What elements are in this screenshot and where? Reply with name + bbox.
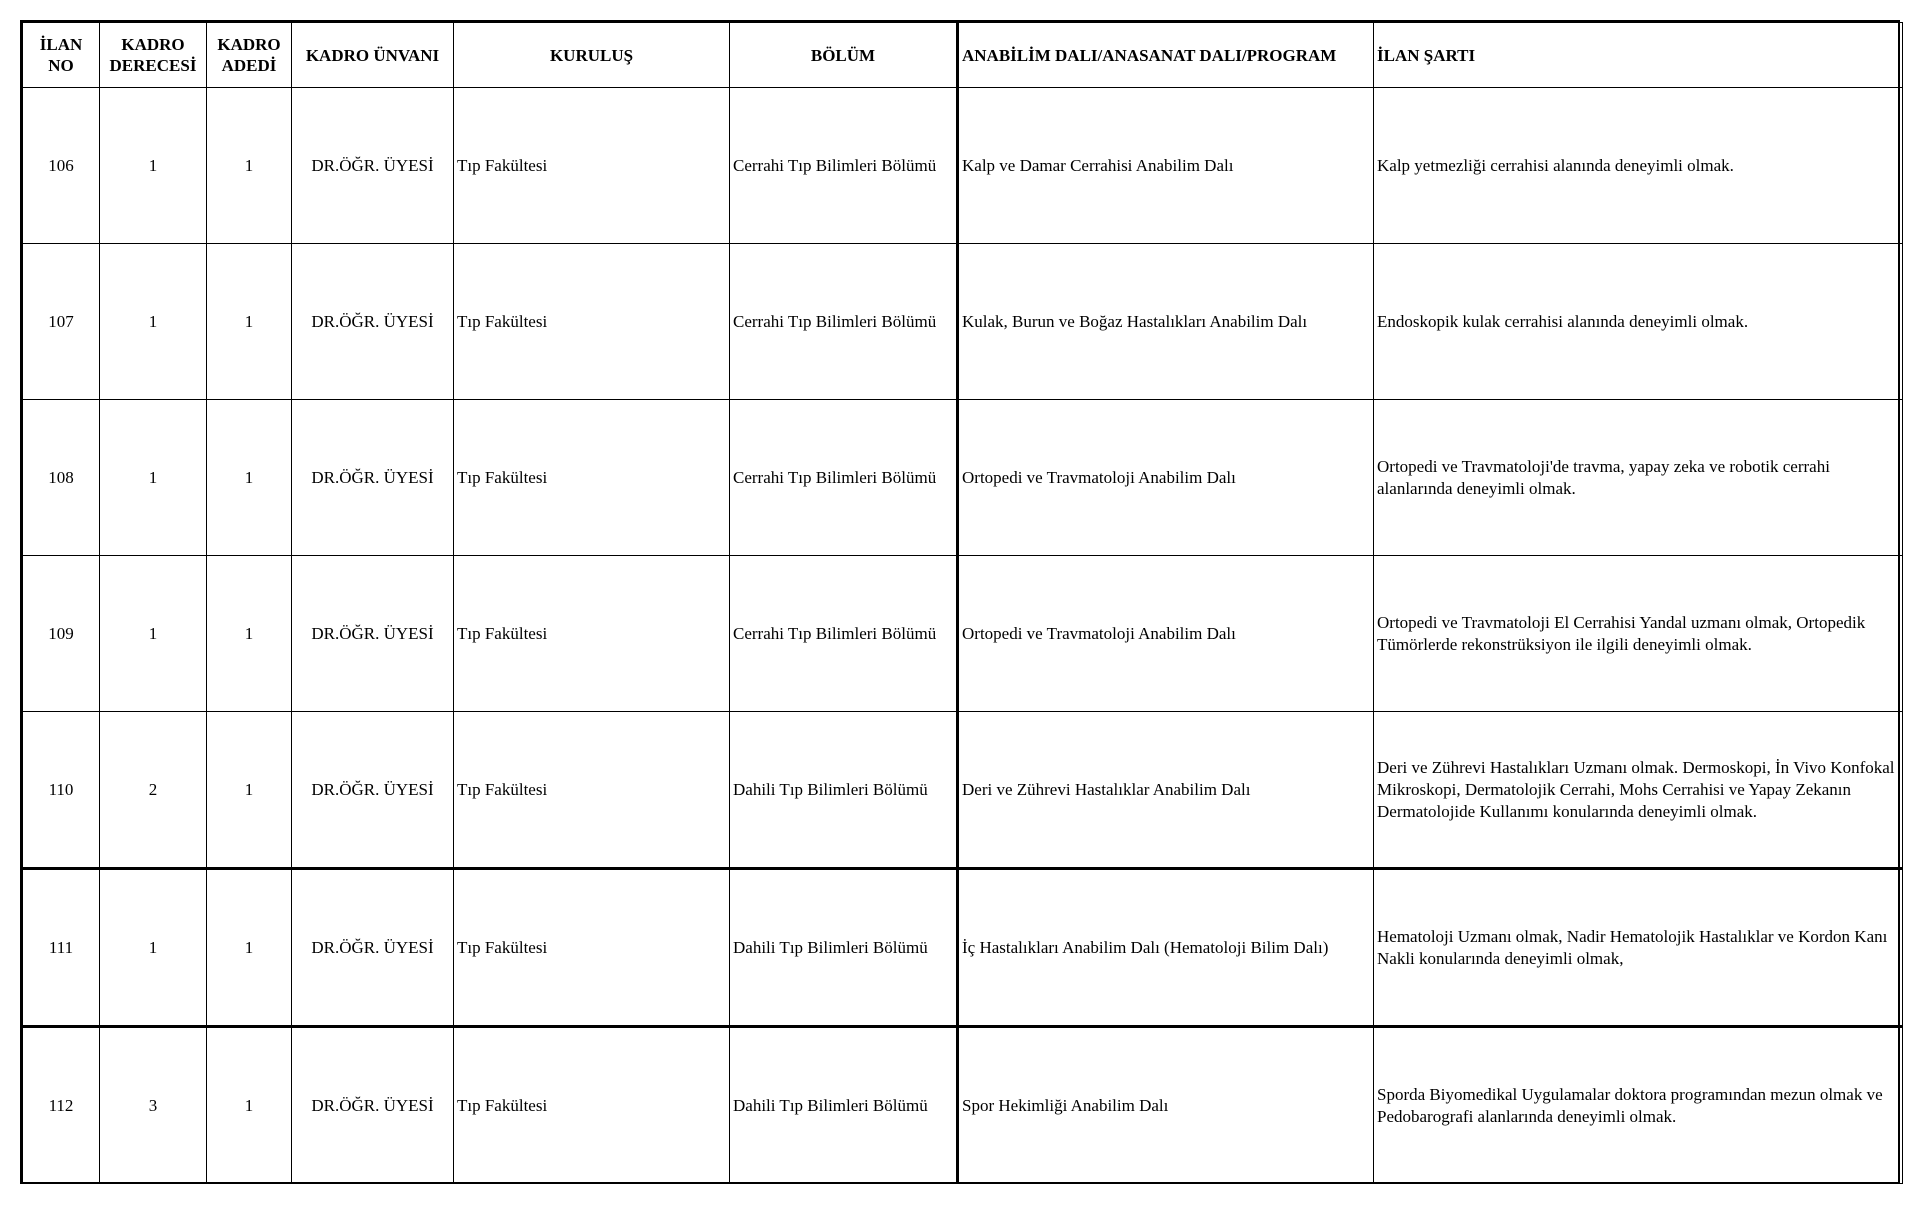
- table-row: [23, 869, 1903, 1027]
- cell-ilan-sarti: Hematoloji Uzmanı olmak, Nadir Hematolojik Hastalıklar ve Kordon Kanı Nakli konularında deneyimli olmak,: [1374, 869, 1903, 1027]
- cell-kadro-derecesi: 1: [100, 400, 207, 556]
- cell-ilan-no: 109: [23, 556, 100, 712]
- cell-kurulus: Tıp Fakültesi: [454, 400, 730, 556]
- cell-kadro-derecesi: 3: [100, 1027, 207, 1184]
- header-kadro-derecesi: KADRO DERECESİ: [100, 23, 207, 88]
- cell-kadro-adedi: 1: [207, 712, 292, 869]
- header-kadro-unvani: KADRO ÜNVANI: [292, 23, 454, 88]
- cell-ilan-sarti: Ortopedi ve Travmatoloji El Cerrahisi Yandal uzmanı olmak, Ortopedik Tümörlerde rekonstrüksiyon ile ilgili deneyimli olmak.: [1374, 556, 1903, 712]
- cell-anabilim-dali: Ortopedi ve Travmatoloji Anabilim Dalı: [958, 400, 1374, 556]
- cell-kadro-unvani: DR.ÖĞR. ÜYESİ: [292, 244, 454, 400]
- cell-kurulus: Tıp Fakültesi: [454, 556, 730, 712]
- table-row: [23, 88, 1903, 244]
- cell-bolum: Cerrahi Tıp Bilimleri Bölümü: [730, 400, 958, 556]
- cell-kadro-adedi: 1: [207, 88, 292, 244]
- cell-kadro-adedi: 1: [207, 869, 292, 1027]
- cell-anabilim-dali: Kalp ve Damar Cerrahisi Anabilim Dalı: [958, 88, 1374, 244]
- cell-kadro-derecesi: 1: [100, 556, 207, 712]
- cell-ilan-no: 112: [23, 1027, 100, 1184]
- cell-anabilim-dali: Spor Hekimliği Anabilim Dalı: [958, 1027, 1374, 1184]
- cell-kadro-derecesi: 2: [100, 712, 207, 869]
- cell-kurulus: Tıp Fakültesi: [454, 88, 730, 244]
- header-bolum: BÖLÜM: [730, 23, 958, 88]
- header-kadro-adedi: KADRO ADEDİ: [207, 23, 292, 88]
- cell-kadro-unvani: DR.ÖĞR. ÜYESİ: [292, 869, 454, 1027]
- cell-bolum: Cerrahi Tıp Bilimleri Bölümü: [730, 88, 958, 244]
- cell-kadro-adedi: 1: [207, 556, 292, 712]
- cell-kadro-adedi: 1: [207, 400, 292, 556]
- table-row: [23, 556, 1903, 712]
- cell-kurulus: Tıp Fakültesi: [454, 244, 730, 400]
- cell-kadro-derecesi: 1: [100, 244, 207, 400]
- header-row: [23, 23, 1903, 88]
- cell-kurulus: Tıp Fakültesi: [454, 712, 730, 869]
- announcement-table: [22, 22, 1903, 1184]
- cell-kurulus: Tıp Fakültesi: [454, 1027, 730, 1184]
- cell-kadro-adedi: 1: [207, 1027, 292, 1184]
- header-kurulus: KURULUŞ: [454, 23, 730, 88]
- cell-anabilim-dali: Kulak, Burun ve Boğaz Hastalıkları Anabilim Dalı: [958, 244, 1374, 400]
- cell-ilan-no: 108: [23, 400, 100, 556]
- header-ilan-sarti: İLAN ŞARTI: [1374, 23, 1903, 88]
- cell-ilan-sarti: Ortopedi ve Travmatoloji'de travma, yapay zeka ve robotik cerrahi alanlarında deneyimli olmak.: [1374, 400, 1903, 556]
- cell-ilan-sarti: Deri ve Zührevi Hastalıkları Uzmanı olmak. Dermoskopi, İn Vivo Konfokal Mikroskopi, Dermatolojik Cerrahi, Mohs Cerrahisi ve Yapay Zekanın Dermatolojide Kullanımı konularında deneyimli olmak.: [1374, 712, 1903, 869]
- table-row: [23, 244, 1903, 400]
- cell-kadro-unvani: DR.ÖĞR. ÜYESİ: [292, 88, 454, 244]
- cell-bolum: Cerrahi Tıp Bilimleri Bölümü: [730, 244, 958, 400]
- cell-anabilim-dali: Deri ve Zührevi Hastalıklar Anabilim Dalı: [958, 712, 1374, 869]
- cell-bolum: Dahili Tıp Bilimleri Bölümü: [730, 869, 958, 1027]
- announcement-table-container: [20, 20, 1900, 1184]
- cell-ilan-no: 110: [23, 712, 100, 869]
- cell-kadro-unvani: DR.ÖĞR. ÜYESİ: [292, 1027, 454, 1184]
- header-ilan-no: İLAN NO: [23, 23, 100, 88]
- cell-bolum: Cerrahi Tıp Bilimleri Bölümü: [730, 556, 958, 712]
- cell-ilan-no: 106: [23, 88, 100, 244]
- cell-ilan-no: 107: [23, 244, 100, 400]
- cell-bolum: Dahili Tıp Bilimleri Bölümü: [730, 1027, 958, 1184]
- cell-kadro-unvani: DR.ÖĞR. ÜYESİ: [292, 556, 454, 712]
- cell-anabilim-dali: Ortopedi ve Travmatoloji Anabilim Dalı: [958, 556, 1374, 712]
- cell-ilan-sarti: Kalp yetmezliği cerrahisi alanında deneyimli olmak.: [1374, 88, 1903, 244]
- cell-kadro-derecesi: 1: [100, 88, 207, 244]
- header-anabilim-dali: ANABİLİM DALI/ANASANAT DALI/PROGRAM: [958, 23, 1374, 88]
- cell-anabilim-dali: İç Hastalıkları Anabilim Dalı (Hematoloji Bilim Dalı): [958, 869, 1374, 1027]
- cell-ilan-sarti: Sporda Biyomedikal Uygulamalar doktora programından mezun olmak ve Pedobarografi alanlarında deneyimli olmak.: [1374, 1027, 1903, 1184]
- cell-ilan-no: 111: [23, 869, 100, 1027]
- cell-ilan-sarti: Endoskopik kulak cerrahisi alanında deneyimli olmak.: [1374, 244, 1903, 400]
- table-row: [23, 1027, 1903, 1184]
- cell-kadro-adedi: 1: [207, 244, 292, 400]
- table-row: [23, 400, 1903, 556]
- cell-kadro-derecesi: 1: [100, 869, 207, 1027]
- cell-kadro-unvani: DR.ÖĞR. ÜYESİ: [292, 712, 454, 869]
- cell-kadro-unvani: DR.ÖĞR. ÜYESİ: [292, 400, 454, 556]
- table-row: [23, 712, 1903, 869]
- cell-kurulus: Tıp Fakültesi: [454, 869, 730, 1027]
- cell-bolum: Dahili Tıp Bilimleri Bölümü: [730, 712, 958, 869]
